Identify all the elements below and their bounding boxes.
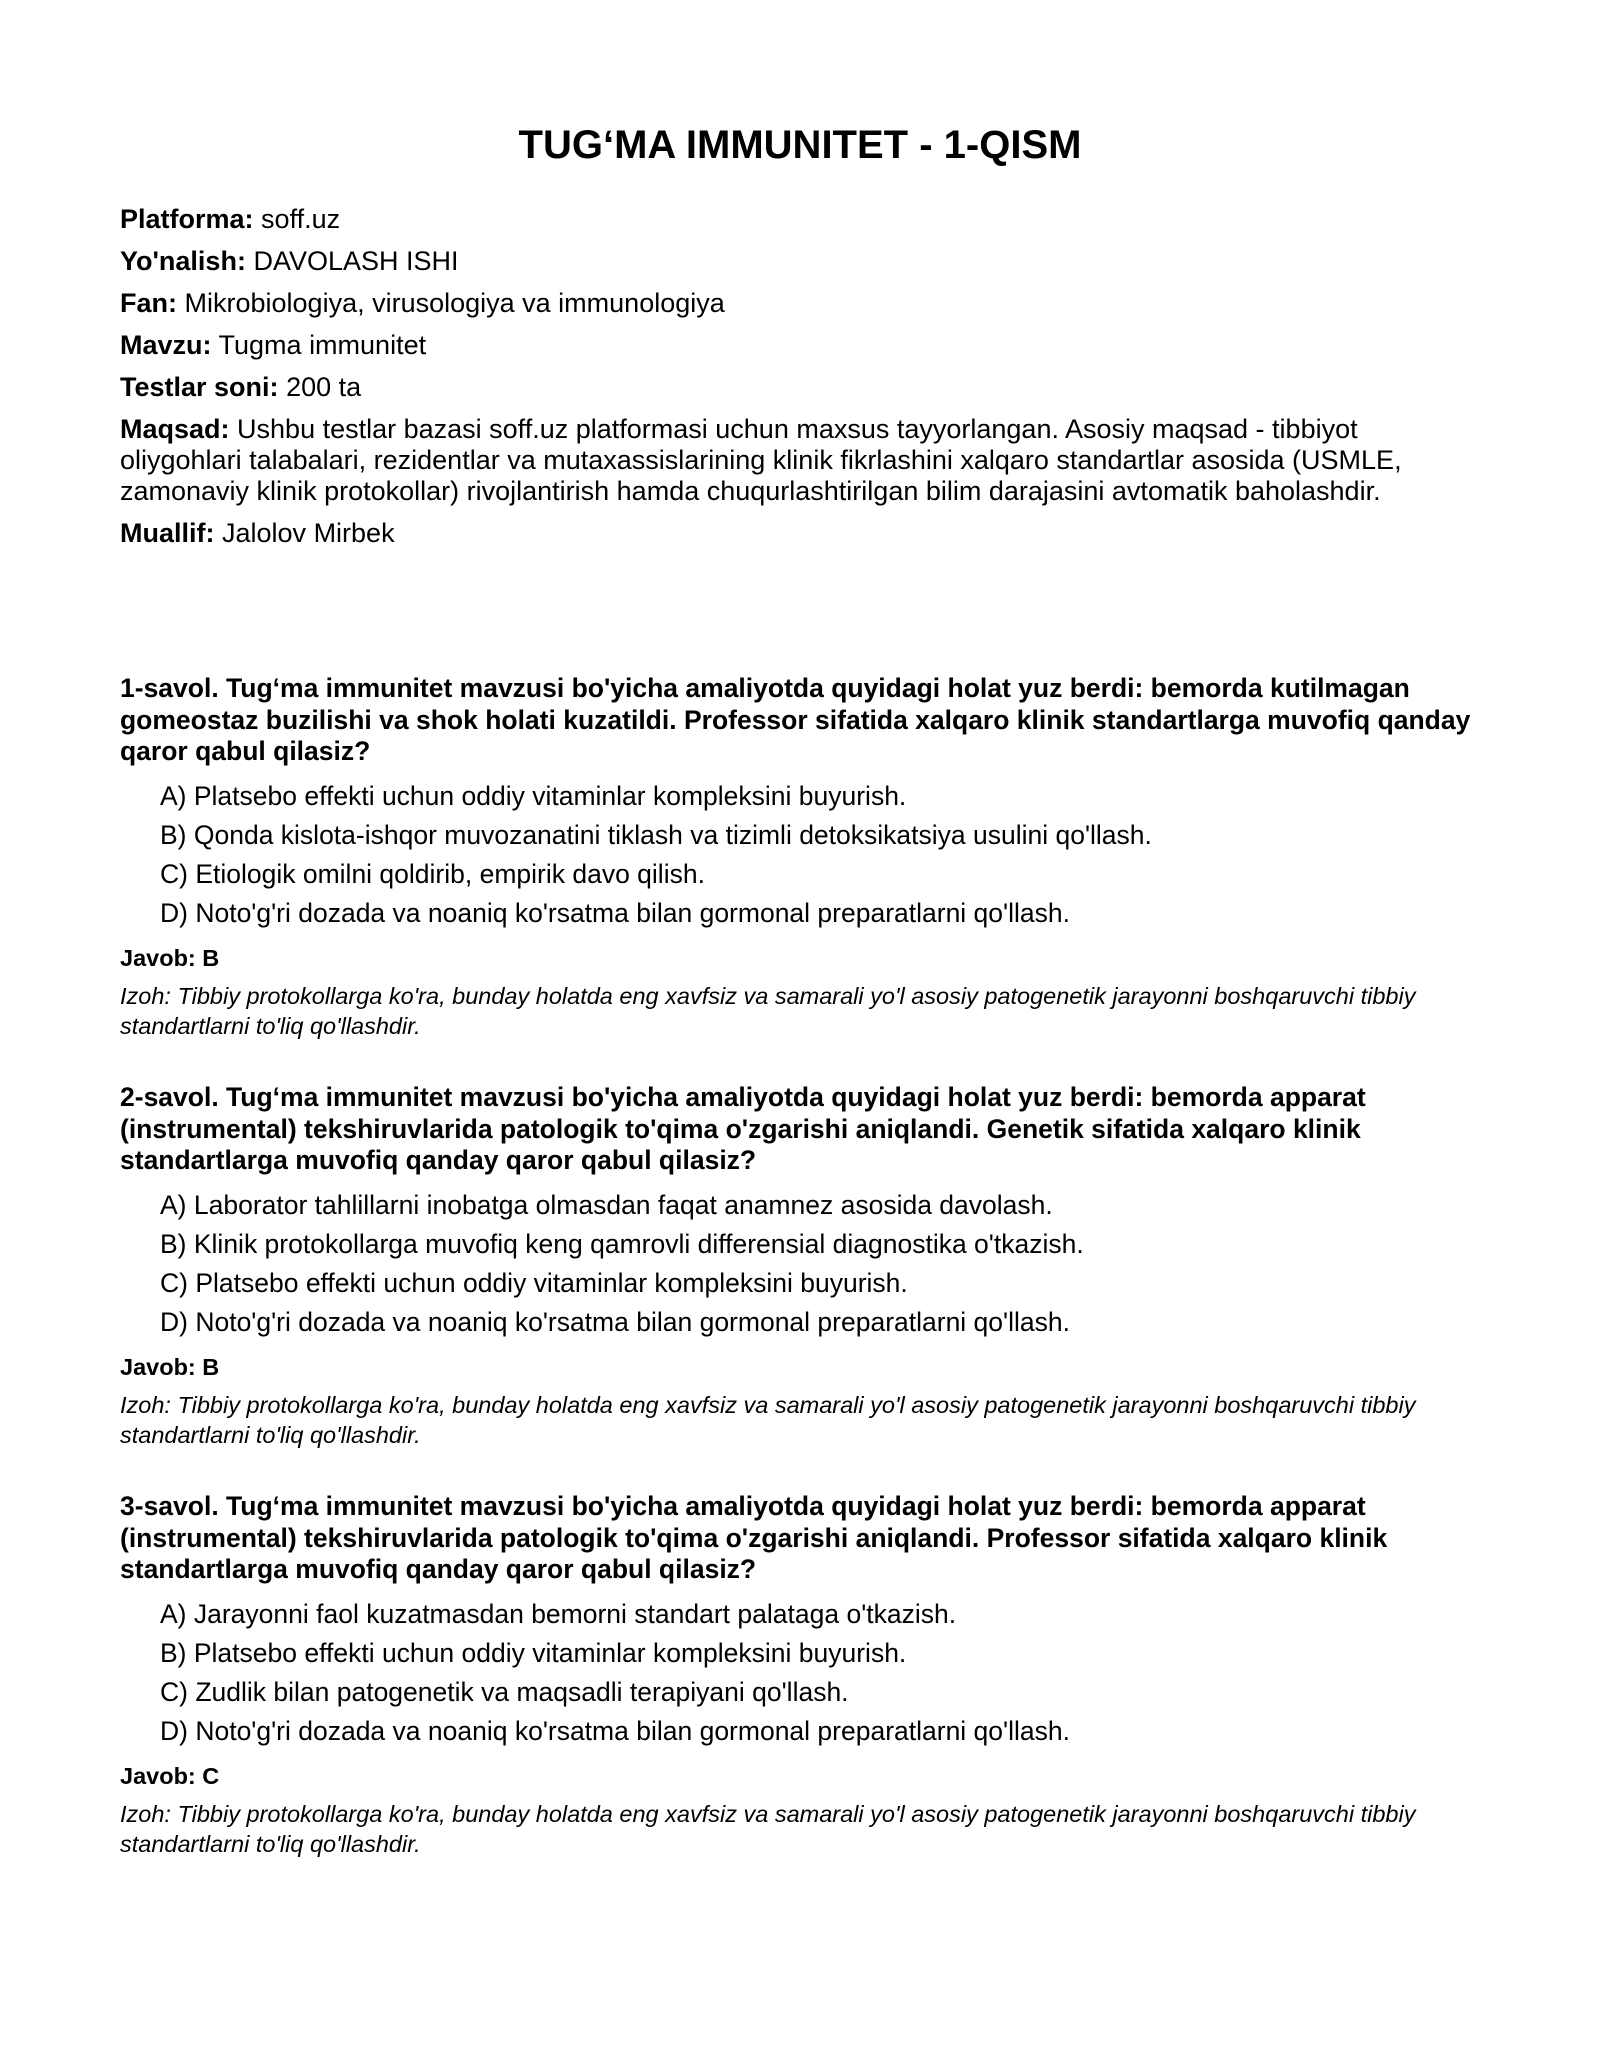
meta-direction	[120, 246, 1480, 277]
document-title: TUG‘MA IMMUNITET - 1-QISM	[518, 123, 1082, 167]
answer-explanation: Izoh: Tibbiy protokollarga ko'ra, bunday holatda eng xavfsiz va samarali yo'l asosiy patogenetik jarayonni boshqaruvchi tibbiy standartlarni to'liq qo'llashdir.	[120, 1391, 1416, 1448]
meta-subject	[120, 288, 1480, 319]
option-a: A) Jarayonni faol kuzatmasdan bemorni standart palataga o'tkazish.	[160, 1598, 957, 1629]
option-b: B) Klinik protokollarga muvofiq keng qamrovli differensial diagnostika o'tkazish.	[160, 1228, 1084, 1259]
meta-value: Mikrobiologiya, virusologiya va immunologiya	[184, 288, 725, 318]
option-c: C) Platsebo effekti uchun oddiy vitaminlar kompleksini buyurish.	[160, 1267, 908, 1298]
meta-value: Tugma immunitet	[218, 330, 427, 360]
meta-key: Maqsad:	[120, 414, 230, 444]
option-c: C) Zudlik bilan patogenetik va maqsadli terapiyani qo'llash.	[160, 1676, 849, 1707]
option-a: A) Laborator tahlillarni inobatga olmasdan faqat anamnez asosida davolash.	[160, 1189, 1053, 1220]
meta-value: 200 ta	[286, 372, 362, 402]
meta-value: Ushbu testlar bazasi soff.uz platformasi uchun maxsus tayyorlangan. Asosiy maqsad - tibbiyot oliygohlari talabalari, rezidentlar va mutaxassislarining klinik fikrlashini xalqaro standartlar asosida (USMLE, zamonaviy klinik protokollar) rivojlantirish hamda chuqurlashtirilgan bilim darajasini avtomatik baholashdir.	[120, 414, 1402, 506]
meta-key: Yo'nalish:	[120, 246, 246, 276]
meta-key: Muallif:	[120, 518, 215, 548]
question-1	[120, 673, 1480, 1082]
correct-answer: Javob: B	[120, 1353, 220, 1380]
meta-key: Mavzu:	[120, 330, 212, 360]
answer-options	[120, 1190, 1480, 1338]
answer-options	[120, 781, 1480, 929]
meta-key: Fan:	[120, 288, 177, 318]
question-list	[120, 673, 1480, 1900]
answer-explanation: Izoh: Tibbiy protokollarga ko'ra, bunday holatda eng xavfsiz va samarali yo'l asosiy patogenetik jarayonni boshqaruvchi tibbiy standartlarni to'liq qo'llashdir.	[120, 982, 1416, 1039]
question-text: 1-savol. Tug‘ma immunitet mavzusi bo'yicha amaliyotda quyidagi holat yuz berdi: bemorda kutilmagan gomeostaz buzilishi va shok holati kuzatildi. Professor sifatida xalqaro klinik standartlarga muvofiq qanday qaror qabul qilasiz?	[120, 673, 1471, 766]
answer-explanation: Izoh: Tibbiy protokollarga ko'ra, bunday holatda eng xavfsiz va samarali yo'l asosiy patogenetik jarayonni boshqaruvchi tibbiy standartlarni to'liq qo'llashdir.	[120, 1800, 1416, 1857]
option-b: B) Platsebo effekti uchun oddiy vitaminlar kompleksini buyurish.	[160, 1637, 907, 1668]
document-metadata	[120, 204, 1480, 560]
question-3	[120, 1491, 1480, 1900]
option-c: C) Etiologik omilni qoldirib, empirik davo qilish.	[160, 858, 705, 889]
meta-test-count	[120, 372, 1480, 403]
meta-topic	[120, 330, 1480, 361]
question-text: 3-savol. Tug‘ma immunitet mavzusi bo'yicha amaliyotda quyidagi holat yuz berdi: bemorda apparat (instrumental) tekshiruvlarida patologik to'qima o'zgarishi aniqlandi. Professor sifatida xalqaro klinik standartlarga muvofiq qanday qaror qabul qilasiz?	[120, 1491, 1388, 1584]
meta-value: DAVOLASH ISHI	[253, 246, 459, 276]
option-b: B) Qonda kislota-ishqor muvozanatini tiklash va tizimli detoksikatsiya usulini qo'llash.	[160, 819, 1152, 850]
meta-platform	[120, 204, 1480, 235]
meta-purpose	[120, 414, 1480, 507]
correct-answer: Javob: C	[120, 1762, 220, 1789]
option-d: D) Noto'g'ri dozada va noaniq ko'rsatma bilan gormonal preparatlarni qo'llash.	[160, 1306, 1070, 1337]
answer-options	[120, 1599, 1480, 1747]
question-2	[120, 1082, 1480, 1491]
question-text: 2-savol. Tug‘ma immunitet mavzusi bo'yicha amaliyotda quyidagi holat yuz berdi: bemorda apparat (instrumental) tekshiruvlarida patologik to'qima o'zgarishi aniqlandi. Genetik sifatida xalqaro klinik standartlarga muvofiq qanday qaror qabul qilasiz?	[120, 1082, 1366, 1175]
option-d: D) Noto'g'ri dozada va noaniq ko'rsatma bilan gormonal preparatlarni qo'llash.	[160, 1715, 1070, 1746]
correct-answer: Javob: B	[120, 944, 220, 971]
meta-key: Platforma:	[120, 204, 254, 234]
meta-author	[120, 518, 1480, 549]
meta-key: Testlar soni:	[120, 372, 279, 402]
meta-value: soff.uz	[261, 204, 341, 234]
option-a: A) Platsebo effekti uchun oddiy vitaminlar kompleksini buyurish.	[160, 780, 907, 811]
option-d: D) Noto'g'ri dozada va noaniq ko'rsatma bilan gormonal preparatlarni qo'llash.	[160, 897, 1070, 928]
meta-value: Jalolov Mirbek	[222, 518, 395, 548]
